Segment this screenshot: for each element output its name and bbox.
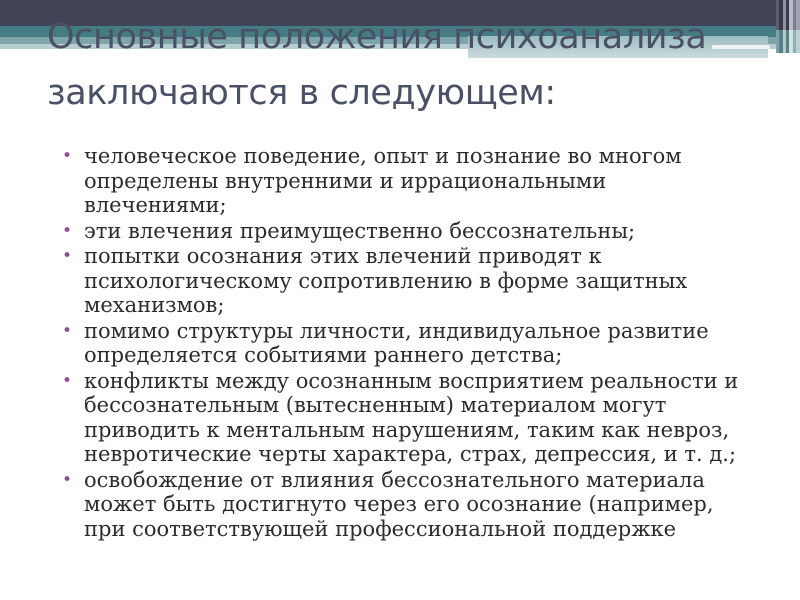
list-item xyxy=(60,144,754,218)
bullet-dot-icon: • xyxy=(62,370,73,391)
bullet-list xyxy=(60,144,754,542)
list-item xyxy=(60,319,754,368)
bullet-text: эти влечения преимущественно бессознательны; xyxy=(84,218,636,243)
slide-title-line2: заключаются в следующем: xyxy=(47,73,556,113)
bullet-dot-icon: • xyxy=(62,320,73,341)
bullet-dot-icon: • xyxy=(62,146,73,166)
list-item xyxy=(60,369,754,467)
bullet-text: человеческое поведение, опыт и познание во многом определены внутренними и иррациональными влечениями; xyxy=(84,144,682,217)
bullet-dot-icon: • xyxy=(62,246,73,266)
bullet-dot-icon: • xyxy=(62,469,73,490)
list-item xyxy=(60,219,754,244)
bullet-dot-icon: • xyxy=(62,220,73,241)
bullet-text: освобождение от влияния бессознательного материала может быть достигнуто через его осознание (например, при соответствующей профессиональной поддержке xyxy=(84,467,714,541)
bullet-text: попытки осознания этих влечений приводят к психологическому сопротивлению в форме защитных механизмов; xyxy=(84,244,688,317)
bullet-text: конфликты между осознанным восприятием реальности и бессознательным (вытесненным) материалом могут приводить к ментальным нарушениям, таким как невроз, невротические черты характера, страх, депрессия, и т. д.; xyxy=(84,368,739,466)
slide-title-line1: Основные положения психоанализа xyxy=(47,17,707,57)
slide-title xyxy=(47,9,792,121)
list-item xyxy=(60,468,754,542)
list-item xyxy=(60,244,754,318)
bullet-text: помимо структуры личности, индивидуальное развитие определяется событиями раннего детства; xyxy=(84,318,709,367)
